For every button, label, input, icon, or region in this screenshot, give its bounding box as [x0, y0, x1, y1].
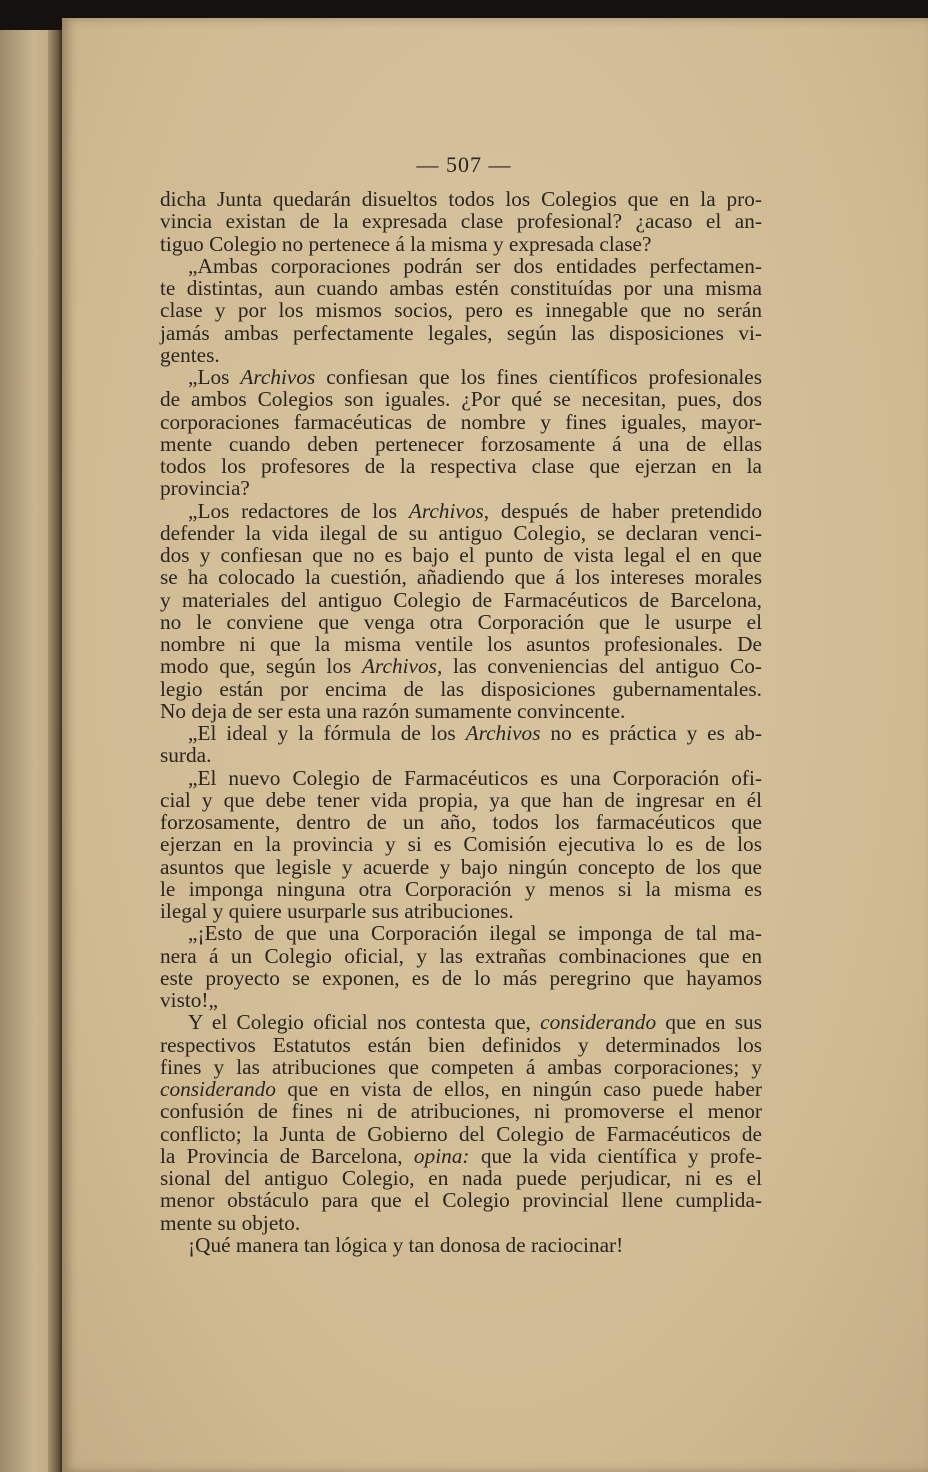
text-line: ejerzan en la provincia y si es Comisión ejecutiva lo es de los [160, 832, 762, 857]
text-line: mente cuando deben pertenecer forzosamente á una de ellas [160, 431, 762, 456]
text-line: legio están por encima de las disposiciones gubernamentales. [160, 676, 762, 701]
page-number: — 507 — [416, 152, 512, 177]
book-gutter [48, 30, 62, 1472]
text-line: Y el Colegio oficial nos contesta que, considerando que en sus [188, 1010, 762, 1035]
text-line: le imponga ninguna otra Corporación y menos si la misma es [160, 876, 762, 901]
text-line: vincia existan de la expresada clase profesional? ¿acaso el an- [160, 209, 762, 234]
text-line: considerando que en vista de ellos, en ningún caso puede haber [160, 1077, 762, 1101]
text-line: surda. [160, 743, 212, 768]
text-line: cial y que debe tener vida propia, ya que han de ingresar en él [160, 787, 762, 812]
text-line: asuntos que legisle y acuerde y bajo ningún concepto de los que [160, 854, 762, 879]
text-line: ¡Qué manera tan lógica y tan donosa de raciocinar! [188, 1232, 624, 1257]
text-line: mente su objeto. [160, 1210, 301, 1235]
text-line: tiguo Colegio no pertenece á la misma y expresada clase? [160, 231, 652, 256]
text-line: „Ambas corporaciones podrán ser dos entidades perfectamen- [188, 253, 762, 278]
text-line: No deja de ser esta una razón sumamente convincente. [160, 698, 626, 723]
text-line: jamás ambas perfectamente legales, según las disposiciones vi- [160, 320, 762, 345]
text-line: se ha colocado la cuestión, añadiendo que á los intereses morales [160, 565, 762, 590]
text-line: conflicto; la Junta de Gobierno del Colegio de Farmacéuticos de [160, 1121, 762, 1146]
text-line: „El ideal y la fórmula de los Archivos no es práctica y es ab- [188, 721, 762, 745]
text-line: „Los Archivos confiesan que los fines científicos profesionales [188, 365, 762, 389]
text-line: corporaciones farmacéuticas de nombre y fines iguales, mayor- [160, 409, 762, 434]
text-line: todos los profesores de la respectiva clase que ejerzan en la [160, 454, 762, 478]
text-line: fines y las atribuciones que competen á ambas corporaciones; y [160, 1054, 762, 1079]
text-line: dos y confiesan que no es bajo el punto de vista legal el en que [160, 543, 762, 567]
text-line: de ambos Colegios son iguales. ¿Por qué se necesitan, pues, dos [160, 387, 762, 412]
text-line: defender la vida ilegal de su antiguo Colegio, se declaran venci- [160, 520, 762, 545]
text-line: y materiales del antiguo Colegio de Farmacéuticos de Barcelona, [160, 587, 762, 612]
text-line: „Los redactores de los Archivos, después de haber pretendido [188, 498, 762, 523]
text-line: ilegal y quiere usurparle sus atribuciones. [160, 899, 514, 923]
text-line: forzosamente, dentro de un año, todos los farmacéuticos que [160, 810, 762, 834]
text-line: dicha Junta quedarán disueltos todos los Colegios que en la pro- [160, 187, 762, 211]
text-line: confusión de fines ni de atribuciones, ni promoverse el menor [160, 1099, 762, 1124]
text-line: este proyecto se exponen, es de lo más peregrino que hayamos [160, 965, 762, 990]
text-line: nera á un Colegio oficial, y las extrañas combinaciones que en [160, 943, 762, 968]
body-text [160, 188, 762, 1256]
text-line: nombre ni que la misma ventile los asuntos profesionales. De [160, 632, 762, 656]
text-line: gentes. [160, 342, 220, 367]
text-line: respectivos Estatutos están bien definidos y determinados los [160, 1032, 762, 1057]
text-line: no le conviene que venga otra Corporación que le usurpe el [160, 609, 762, 634]
text-line: „El nuevo Colegio de Farmacéuticos es una Corporación ofi- [188, 765, 762, 790]
text-line: „¡Esto de que una Corporación ilegal se imponga de tal ma- [188, 921, 762, 946]
text-line: provincia? [160, 476, 250, 501]
text-line: la Provincia de Barcelona, opina: que la vida científica y profe- [160, 1143, 762, 1168]
text-line: menor obstáculo para que el Colegio provincial llene cumplida- [160, 1188, 762, 1213]
text-line: te distintas, aun cuando ambas estén constituídas por una misma [160, 276, 762, 300]
text-line: visto!„ [160, 988, 218, 1012]
text-line: modo que, según los Archivos, las conveniencias del antiguo Co- [160, 654, 762, 679]
text-line: sional del antiguo Colegio, en nada puede perjudicar, ni es el [160, 1166, 762, 1190]
text-line: clase y por los mismos socios, pero es innegable que no serán [160, 298, 762, 323]
